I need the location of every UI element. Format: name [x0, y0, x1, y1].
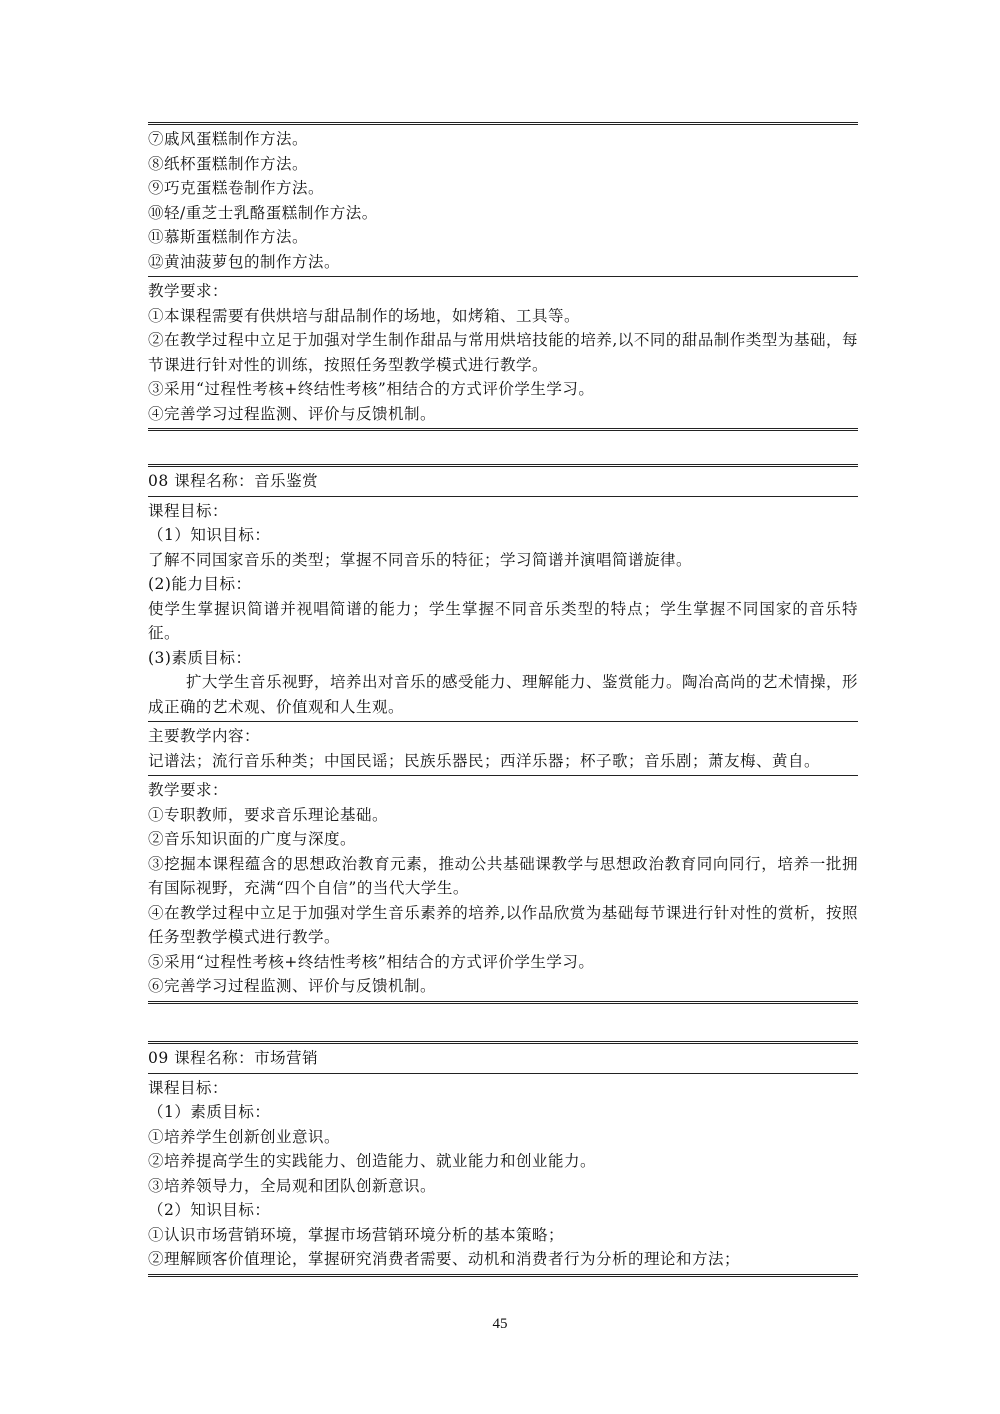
section-title: 课程目标： — [148, 501, 229, 520]
section-title: 教学要求： — [148, 781, 229, 799]
list-item: ②在教学过程中立足于加强对学生制作甜品与常用烘培技能的培养,以不同的甜品制作类型为基础，每节课进行针对性的训练，按照任务型教学模式进行教学。 — [148, 331, 858, 374]
section-title: 课程目标： — [148, 1078, 229, 1097]
subsection-title: （2）知识目标： — [148, 1201, 271, 1219]
list-item: ③培养领导力，全局观和团队创新意识。 — [148, 1176, 437, 1195]
list-item: ⑪慕斯蛋糕制作方法。 — [148, 228, 309, 246]
list-item: ①专职教师，要求音乐理论基础。 — [148, 805, 389, 824]
list-item: ②理解顾客价值理论，掌握研究消费者需要、动机和消费者行为分析的理论和方法； — [148, 1250, 741, 1268]
paragraph: 记谱法；流行音乐种类；中国民谣；民族乐器民；西洋乐器；杯子歌；音乐剧；萧友梅、黄自。 — [148, 751, 821, 770]
paragraph: 扩大学生音乐视野，培养出对音乐的感受能力、理解能力、鉴赏能力。陶冶高尚的艺术情操，形成正确的艺术观、价值观和人生观。 — [148, 673, 859, 716]
list-item: ⑥完善学习过程监测、评价与反馈机制。 — [148, 977, 437, 995]
list-item: ⑩轻/重芝士乳酪蛋糕制作方法。 — [148, 203, 378, 222]
content-list — [148, 125, 858, 276]
course-goals — [148, 1073, 858, 1274]
subsection-title: （1）知识目标： — [148, 526, 271, 544]
list-item: ③采用“过程性考核+终结性考核”相结合的方式评价学生学习。 — [148, 380, 595, 398]
section-title: 教学要求： — [148, 282, 229, 300]
list-item: ⑤采用“过程性考核+终结性考核”相结合的方式评价学生学习。 — [148, 952, 595, 971]
list-item: ②培养提高学生的实践能力、创造能力、就业能力和创业能力。 — [148, 1152, 597, 1170]
paragraph: 使学生掌握识简谱并视唱简谱的能力；学生掌握不同音乐类型的特点；学生掌握不同国家的音乐特征。 — [148, 599, 858, 642]
list-item: ④完善学习过程监测、评价与反馈机制。 — [148, 404, 437, 423]
course-block-marketing — [148, 1041, 858, 1277]
list-item: ①本课程需要有供烘培与甜品制作的场地，如烤箱、工具等。 — [148, 306, 581, 325]
course-goals — [148, 496, 858, 722]
course-block-music — [148, 464, 858, 1004]
list-item: ⑫黄油菠萝包的制作方法。 — [148, 252, 341, 271]
subsection-title: （1）素质目标： — [148, 1103, 271, 1121]
subsection-title: (3)素质目标： — [148, 648, 252, 667]
page-number: 45 — [492, 1316, 508, 1332]
course-block-baking — [148, 122, 858, 431]
main-content — [148, 721, 858, 775]
list-item: ⑨巧克蛋糕卷制作方法。 — [148, 179, 325, 197]
list-item: ③挖掘本课程蕴含的思想政治教育元素，推动公共基础课教学与思想政治教育同向同行，培养一批拥有国际视野，充满“四个自信”的当代大学生。 — [148, 854, 858, 897]
paragraph: 了解不同国家音乐的类型；掌握不同音乐的特征；学习简谱并演唱简谱旋律。 — [148, 550, 693, 569]
subsection-title: (2)能力目标： — [148, 575, 252, 593]
list-item: ①培养学生创新创业意识。 — [148, 1127, 341, 1146]
list-item: ②音乐知识面的广度与深度。 — [148, 830, 357, 848]
teaching-requirements — [148, 276, 858, 428]
list-item: ⑦戚风蛋糕制作方法。 — [148, 130, 309, 148]
course-name: 08 课程名称：音乐鉴赏 — [148, 472, 319, 490]
course-name-row — [148, 467, 858, 496]
teaching-requirements — [148, 775, 858, 1001]
course-name: 09 课程名称：市场营销 — [148, 1049, 319, 1067]
course-name-row — [148, 1044, 858, 1073]
list-item: ⑧纸杯蛋糕制作方法。 — [148, 154, 309, 173]
section-title: 主要教学内容： — [148, 727, 261, 745]
list-item: ④在教学过程中立足于加强对学生音乐素养的培养,以作品欣赏为基础每节课进行针对性的赏析，按照任务型教学模式进行教学。 — [148, 903, 858, 946]
list-item: ①认识市场营销环境，掌握市场营销环境分析的基本策略； — [148, 1225, 565, 1244]
